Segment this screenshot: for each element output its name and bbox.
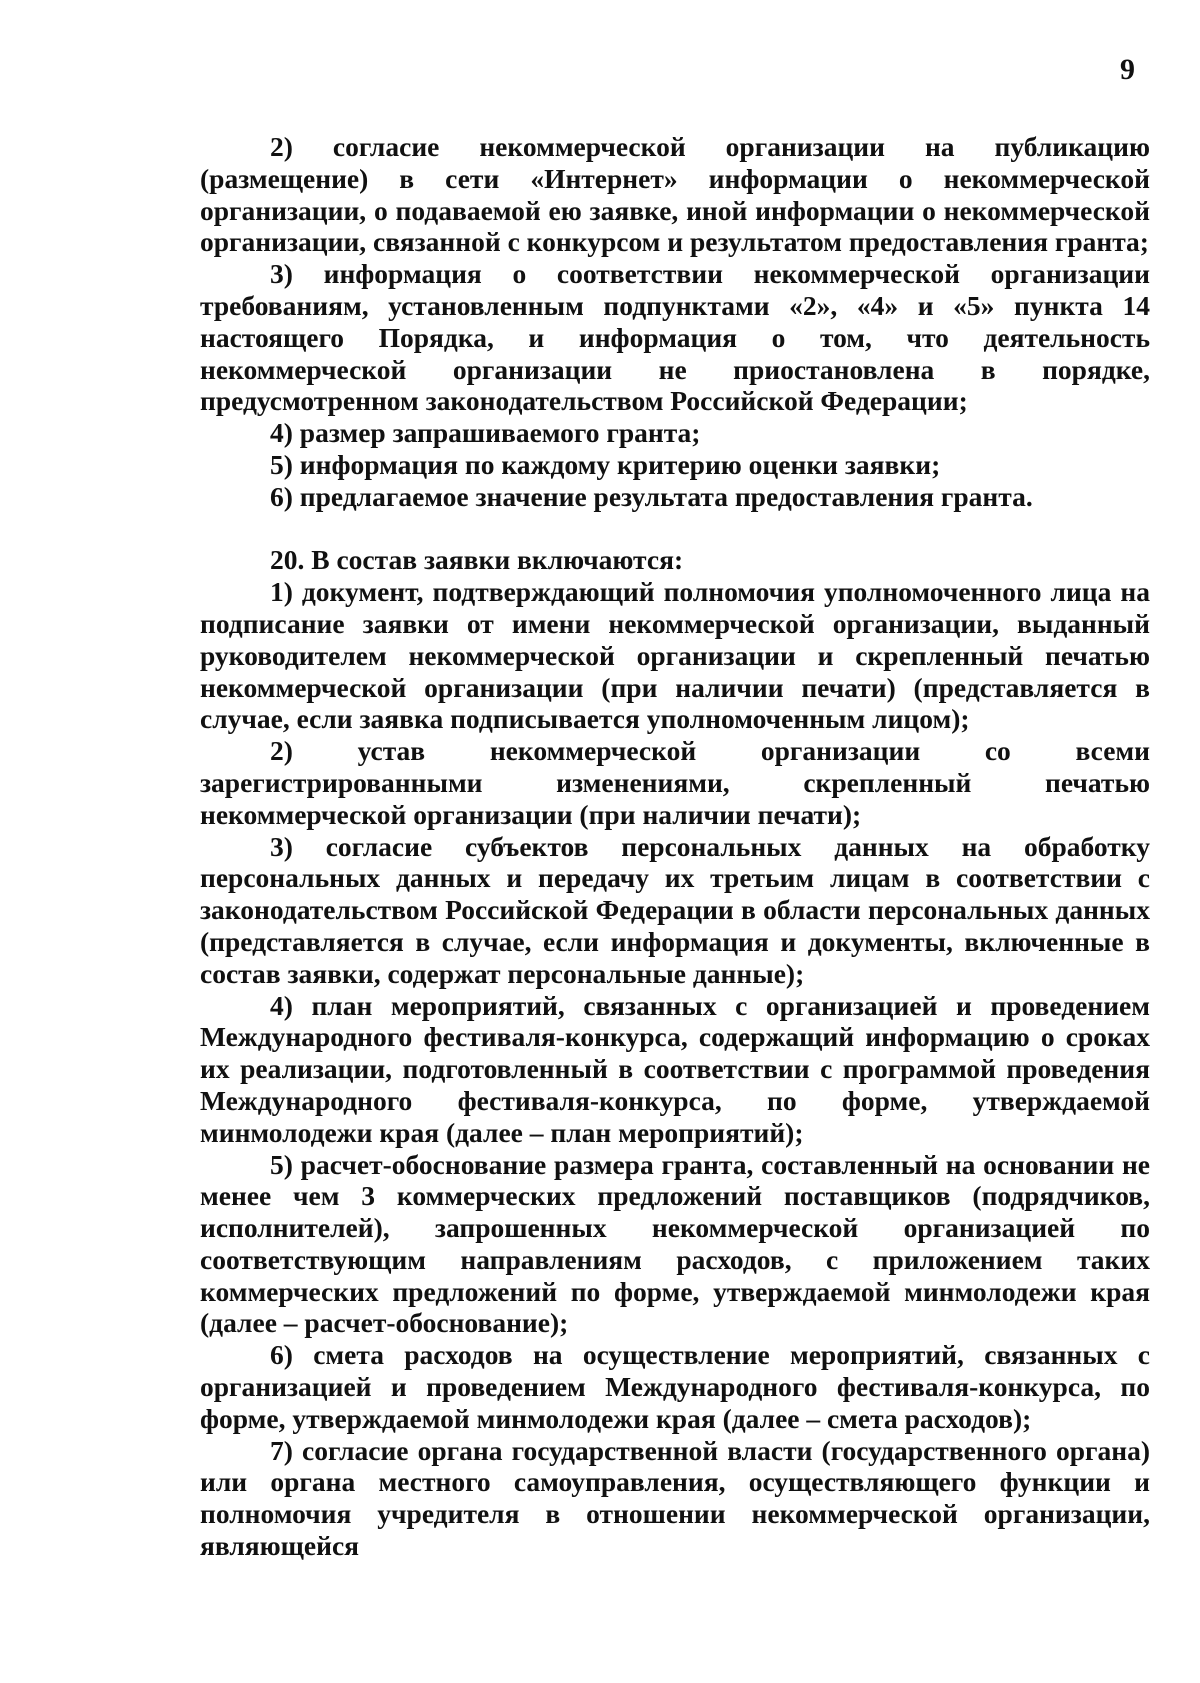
section-heading-20: 20. В состав заявки включаются: [270,544,684,576]
document-body [200,131,1150,1562]
paragraph-20-item-5: 5) расчет-обоснование размера гранта, составленный на основании не менее чем 3 коммерческих предложений поставщиков (подрядчиков, исполнителей), запрошенных некоммерческой организацией по соответствующим направлениям расходов, с приложением таких коммерческих предложений по форме, утверждаемой минмолодежи края (далее – расчет-обоснование); [200,1148,1150,1339]
paragraph-item-4-grant-size: 4) размер запрашиваемого гранта; [270,417,701,449]
paragraph-20-item-3: 3) согласие субъектов персональных данных на обработку персональных данных и передачу их третьим лицам в соответствии с законодательством Российской Федерации в области персональных данных (представляется в случае, если информация и документы, включенные в состав заявки, содержат персональные данные); [200,830,1150,989]
paragraph-20-item-7: 7) согласие органа государственной власти (государственного органа) или органа местного самоуправления, осуществляющего функции и полномочия учредителя в отношении некоммерческой организации, являющейся [200,1434,1150,1562]
page-number: 9 [1120,53,1135,86]
paragraph-item-6-result-value: 6) предлагаемое значение результата предоставления гранта. [270,480,1033,512]
paragraph-20-item-6: 6) смета расходов на осуществление мероприятий, связанных с организацией и проведением Международного фестиваля-конкурса, по форме, утверждаемой минмолодежи края (далее – смета расходов); [200,1339,1150,1434]
paragraph-item-3-compliance-info: 3) информация о соответствии некоммерческой организации требованиям, установленным подпунктами «2», «4» и «5» пункта 14 настоящего Порядка, и информация о том, что деятельность некоммерческой организации не приостановлена в порядке, предусмотренном законодательством Российской Федерации; [200,258,1150,417]
paragraph-item-5-criteria-info: 5) информация по каждому критерию оценки заявки; [270,448,941,480]
paragraph-item-2-consent-publication: 2) согласие некоммерческой организации на публикацию (размещение) в сети «Интернет» информации о некоммерческой организации, о подаваемой ею заявке, иной информации о некоммерческой организации, связанной с конкурсом и результатом предоставления гранта; [200,131,1150,258]
paragraph-20-item-4: 4) план мероприятий, связанных с организацией и проведением Международного фестиваля-конкурса, содержащий информацию о сроках их реализации, подготовленный в соответствии с программой проведения Международного фестиваля-конкурса, по форме, утверждаемой минмолодежи края (далее – план мероприятий); [200,989,1150,1148]
paragraph-20-item-1: 1) документ, подтверждающий полномочия уполномоченного лица на подписание заявки от имени некоммерческой организации, выданный руководителем некоммерческой организации и скрепленный печатью некоммерческой организации (при наличии печати) (представляется в случае, если заявка подписывается уполномоченным лицом); [200,576,1150,735]
paragraph-20-item-2: 2) устав некоммерческой организации со всеми зарегистрированными изменениями, скрепленный печатью некоммерческой организации (при наличии печати); [200,735,1150,830]
